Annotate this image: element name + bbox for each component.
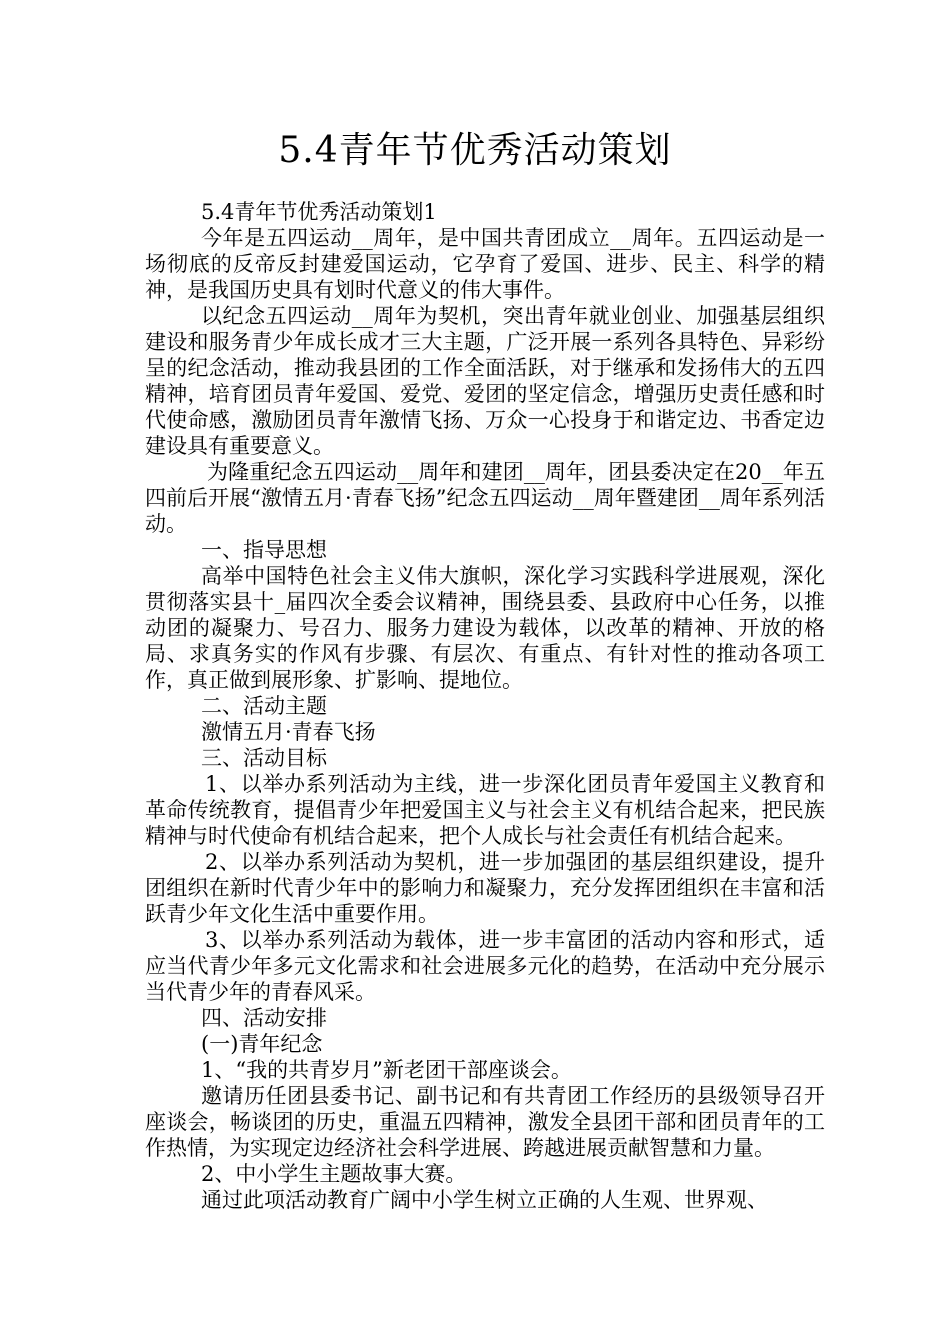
section-heading: 四、活动安排	[201, 1006, 327, 1030]
section-heading: 三、活动目标	[201, 746, 327, 770]
section-heading: (一)青年纪念	[201, 1032, 323, 1056]
document-body	[145, 199, 825, 1213]
list-item: 2、以举办系列活动为契机，进一步加强团的基层组织建设，提升团组织在新时代青少年中的影响力和凝聚力，充分发挥团组织在丰富和活跃青少年文化生活中重要作用。	[145, 850, 825, 926]
paragraph: 以纪念五四运动__周年为契机，突出青年就业创业、加强基层组织建设和服务青少年成长成才三大主题，广泛开展一系列各具特色、异彩纷呈的纪念活动，推动我县团的工作全面活跃，对于继承和发扬伟大的五四精神，培育团员青年爱国、爱党、爱团的坚定信念，增强历史责任感和时代使命感，激励团员青年激情飞扬、万众一心投身于和谐定边、书香定边建设具有重要意义。	[145, 304, 825, 458]
paragraph: 今年是五四运动__周年，是中国共青团成立__周年。五四运动是一场彻底的反帝反封建爱国运动，它孕育了爱国、进步、民主、科学的精神，是我国历史具有划时代意义的伟大事件。	[145, 226, 825, 302]
paragraph: 为隆重纪念五四运动__周年和建团__周年，团县委决定在20__年五四前后开展“激情五月·青春飞扬”纪念五四运动__周年暨建团__周年系列活动。	[145, 460, 825, 536]
list-item: 2、中小学生主题故事大赛。	[201, 1162, 467, 1186]
paragraph: 高举中国特色社会主义伟大旗帜，深化学习实践科学进展观，深化贯彻落实县十_届四次全委会议精神，围绕县委、县政府中心任务，以推动团的凝聚力、号召力、服务力建设为载体，以改革的精神、开放的格局、求真务实的作风有步骤、有层次、有重点、有针对性的推动各项工作，真正做到展形象、扩影响、提地位。	[145, 564, 825, 692]
section-heading: 二、活动主题	[201, 694, 327, 718]
paragraph: 邀请历任团县委书记、副书记和有共青团工作经历的县级领导召开座谈会，畅谈团的历史，重温五四精神，激发全县团干部和团员青年的工作热情，为实现定边经济社会科学进展、跨越进展贡献智慧和力量。	[145, 1084, 825, 1160]
section-heading: 一、指导思想	[201, 538, 327, 562]
paragraph: 激情五月·青春飞扬	[201, 720, 376, 744]
list-item: 1、“我的共青岁月”新老团干部座谈会。	[201, 1058, 572, 1082]
document-title: 5.4青年节优秀活动策划	[278, 130, 672, 171]
section-heading: 5.4青年节优秀活动策划1	[201, 200, 437, 224]
list-item: 3、以举办系列活动为载体，进一步丰富团的活动内容和形式，适应当代青少年多元文化需求和社会进展多元化的趋势，在活动中充分展示当代青少年的青春风采。	[145, 928, 825, 1004]
paragraph: 通过此项活动教育广阔中小学生树立正确的人生观、世界观、	[201, 1188, 768, 1212]
list-item: 1、以举办系列活动为主线，进一步深化团员青年爱国主义教育和革命传统教育，提倡青少年把爱国主义与社会主义有机结合起来，把民族精神与时代使命有机结合起来，把个人成长与社会责任有机结合起来。	[145, 772, 825, 848]
